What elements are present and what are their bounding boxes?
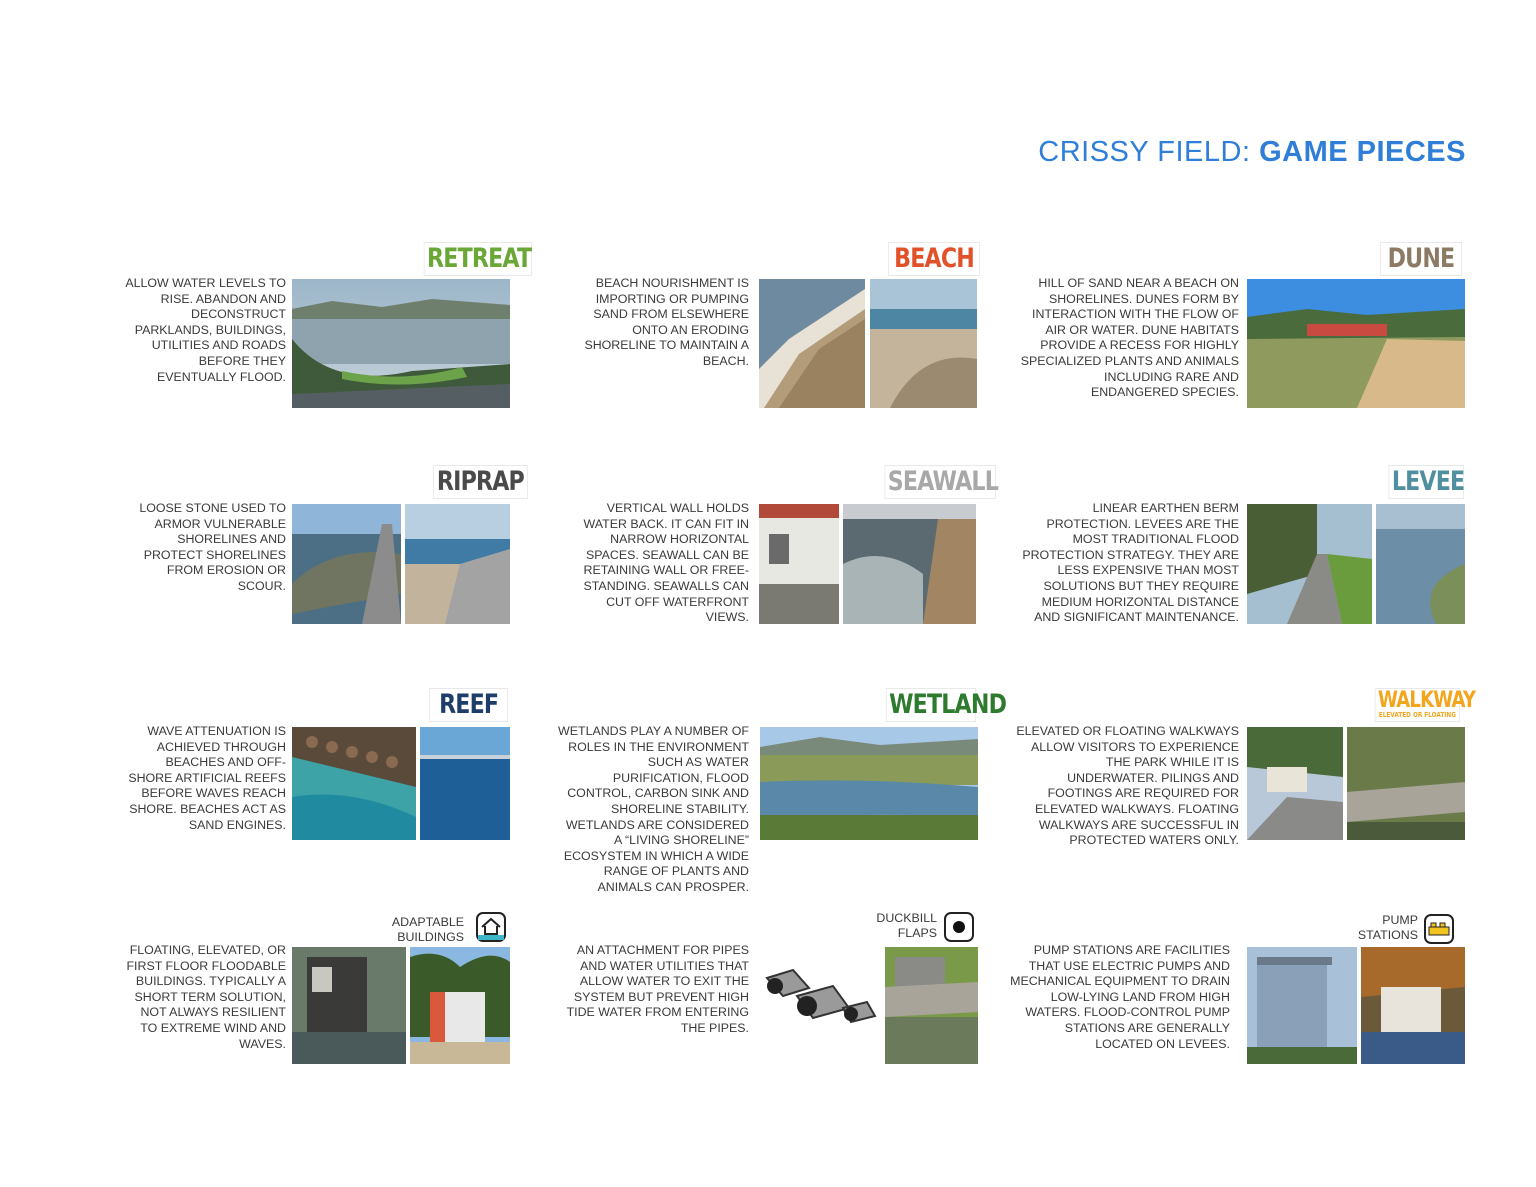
duckbill-label-line2: FLAPS: [897, 926, 937, 940]
duckbill-flaps-label: [845, 911, 937, 941]
adaptable-label-line2: BUILDINGS: [397, 930, 464, 944]
seawall-photo-building: [759, 504, 839, 624]
seawall-label: SEAWALL: [884, 465, 996, 499]
reef-photo-ocean: [420, 727, 510, 840]
wetland-description: WETLANDS PLAY A NUMBER OF ROLES IN THE ENVIRONMENT SUCH AS WATER PURIFICATION, FLOOD CONTROL, CARBON SINK AND SHORELINE STABILITY. WETLANDS ARE CONSIDERED A “LIVING SHORELINE” ECOSYSTEM IN WHICH A WIDE RANGE OF PLANTS AND ANIMALS CAN PROSPER.: [558, 724, 749, 894]
pump-description: PUMP STATIONS ARE FACILITIES THAT USE ELECTRIC PUMPS AND MECHANICAL EQUIPMENT TO DRAIN LOW-LYING LAND FROM HIGH WATERS. FLOOD-CONTROL PUMP STATIONS ARE GENERALLY LOCATED ON LEVEES.: [1010, 943, 1230, 1051]
house-icon: [476, 912, 506, 942]
dune-label: DUNE: [1380, 242, 1462, 276]
adaptable-label-line1: ADAPTABLE: [391, 915, 464, 929]
retreat-photo: [292, 279, 510, 408]
pump-label-line2: STATIONS: [1357, 928, 1418, 942]
title-prefix: CRISSY FIELD:: [1038, 136, 1260, 168]
beach-photo-sand: [870, 279, 977, 408]
adaptable-photo-floating: [292, 947, 406, 1064]
page-title: [1038, 136, 1466, 169]
riprap-description: LOOSE STONE USED TO ARMOR VULNERABLE SHORELINES AND PROTECT SHORELINES FROM EROSION OR SCOUR.: [139, 501, 286, 593]
seawall-description: VERTICAL WALL HOLDS WATER BACK. IT CAN FIT IN NARROW HORIZONTAL SPACES. SEAWALL CAN BE RETAINING WALL OR FREE-STANDING. SEAWALLS CAN CUT OFF WATERFRONT VIEWS.: [583, 501, 749, 625]
riprap-photo-jetty: [292, 504, 401, 624]
duckbill-label-line1: DUCKBILL: [876, 911, 937, 925]
reef-label: REEF: [429, 688, 508, 722]
beach-description: BEACH NOURISHMENT IS IMPORTING OR PUMPING SAND FROM ELSEWHERE ONTO AN ERODING SHORELINE TO MAINTAIN A BEACH.: [584, 276, 749, 368]
duckbill-photo-pipes: [763, 968, 881, 1024]
levee-photo-path: [1247, 504, 1372, 624]
reef-description: WAVE ATTENUATION IS ACHIEVED THROUGH BEACHES AND OFF-SHORE ARTIFICIAL REEFS BEFORE WAVES REACH SHORE. BEACHES ACT AS SAND ENGINES.: [128, 724, 286, 832]
dune-description: HILL OF SAND NEAR A BEACH ON SHORELINES. DUNES FORM BY INTERACTION WITH THE FLOW OF AIR OR WATER. DUNE HABITATS PROVIDE A RECESS FOR HIGHLY SPECIALIZED PLANTS AND ANIMALS INCLUDING RARE AND ENDANGERED SPECIES.: [1020, 276, 1239, 400]
walkway-photo-boardwalk: [1347, 727, 1465, 840]
dune-photo: [1247, 279, 1465, 408]
walkway-sublabel: ELEVATED OR FLOATING: [1378, 711, 1456, 719]
adaptable-description: FLOATING, ELEVATED, OR FIRST FLOOR FLOODABLE BUILDINGS. TYPICALLY A SHORT TERM SOLUTION, NOT ALWAYS RESILIENT TO EXTREME WIND AND WAVES.: [126, 943, 286, 1051]
walkway-label: [1375, 688, 1476, 722]
beach-photo-aerial: [759, 279, 865, 408]
wetland-photo: [760, 727, 978, 840]
riprap-label: RIPRAP: [433, 465, 528, 499]
wetland-label: WETLAND: [886, 688, 976, 722]
adaptable-buildings-label: [370, 915, 464, 945]
duckbill-description: AN ATTACHMENT FOR PIPES AND WATER UTILITIES THAT ALLOW WATER TO EXIT THE SYSTEM BUT PREVENT HIGH TIDE WATER FROM ENTERING THE PIPES.: [566, 943, 749, 1035]
pump-photo-station: [1247, 947, 1357, 1064]
reef-photo-balls: [292, 727, 416, 840]
levee-label: LEVEE: [1389, 465, 1464, 499]
retreat-description: ALLOW WATER LEVELS TO RISE. ABANDON AND DECONSTRUCT PARKLANDS, BUILDINGS, UTILITIES AND ROADS BEFORE THEY EVENTUALLY FLOOD.: [125, 276, 286, 384]
seawall-photo-waves: [843, 504, 976, 624]
pump-stations-label: [1340, 913, 1418, 943]
levee-description: LINEAR EARTHEN BERM PROTECTION. LEVEES ARE THE MOST TRADITIONAL FLOOD PROTECTION STRATEGY. THEY ARE LESS EXPENSIVE THAN MOST SOLUTIONS BUT THEY REQUIRE MEDIUM HORIZONTAL DISTANCE AND SIGNIFICANT MAINTENANCE.: [1022, 501, 1239, 625]
walkway-photo-bridge: [1247, 727, 1343, 840]
circle-dot-icon: [944, 912, 974, 942]
pump-photo-building: [1361, 947, 1465, 1064]
retreat-label: RETREAT: [424, 242, 532, 276]
pump-label-line1: PUMP: [1382, 913, 1418, 927]
riprap-photo-rocks: [405, 504, 510, 624]
title-emphasis: GAME PIECES: [1259, 136, 1466, 168]
adaptable-photo-building: [410, 947, 510, 1064]
walkway-label-main: WALKWAY: [1378, 688, 1476, 713]
walkway-description: ELEVATED OR FLOATING WALKWAYS ALLOW VISITORS TO EXPERIENCE THE PARK WHILE IT IS UNDERWATER. PILINGS AND FOOTINGS ARE REQUIRED FOR ELEVATED WALKWAYS. FLOATING WALKWAYS ARE SUCCESSFUL IN PROTECTED WATERS ONLY.: [1016, 724, 1239, 848]
pump-icon: [1424, 914, 1454, 944]
duckbill-photo-outfall: [885, 947, 978, 1064]
beach-label: BEACH: [888, 242, 980, 276]
levee-photo-aerial: [1376, 504, 1465, 624]
